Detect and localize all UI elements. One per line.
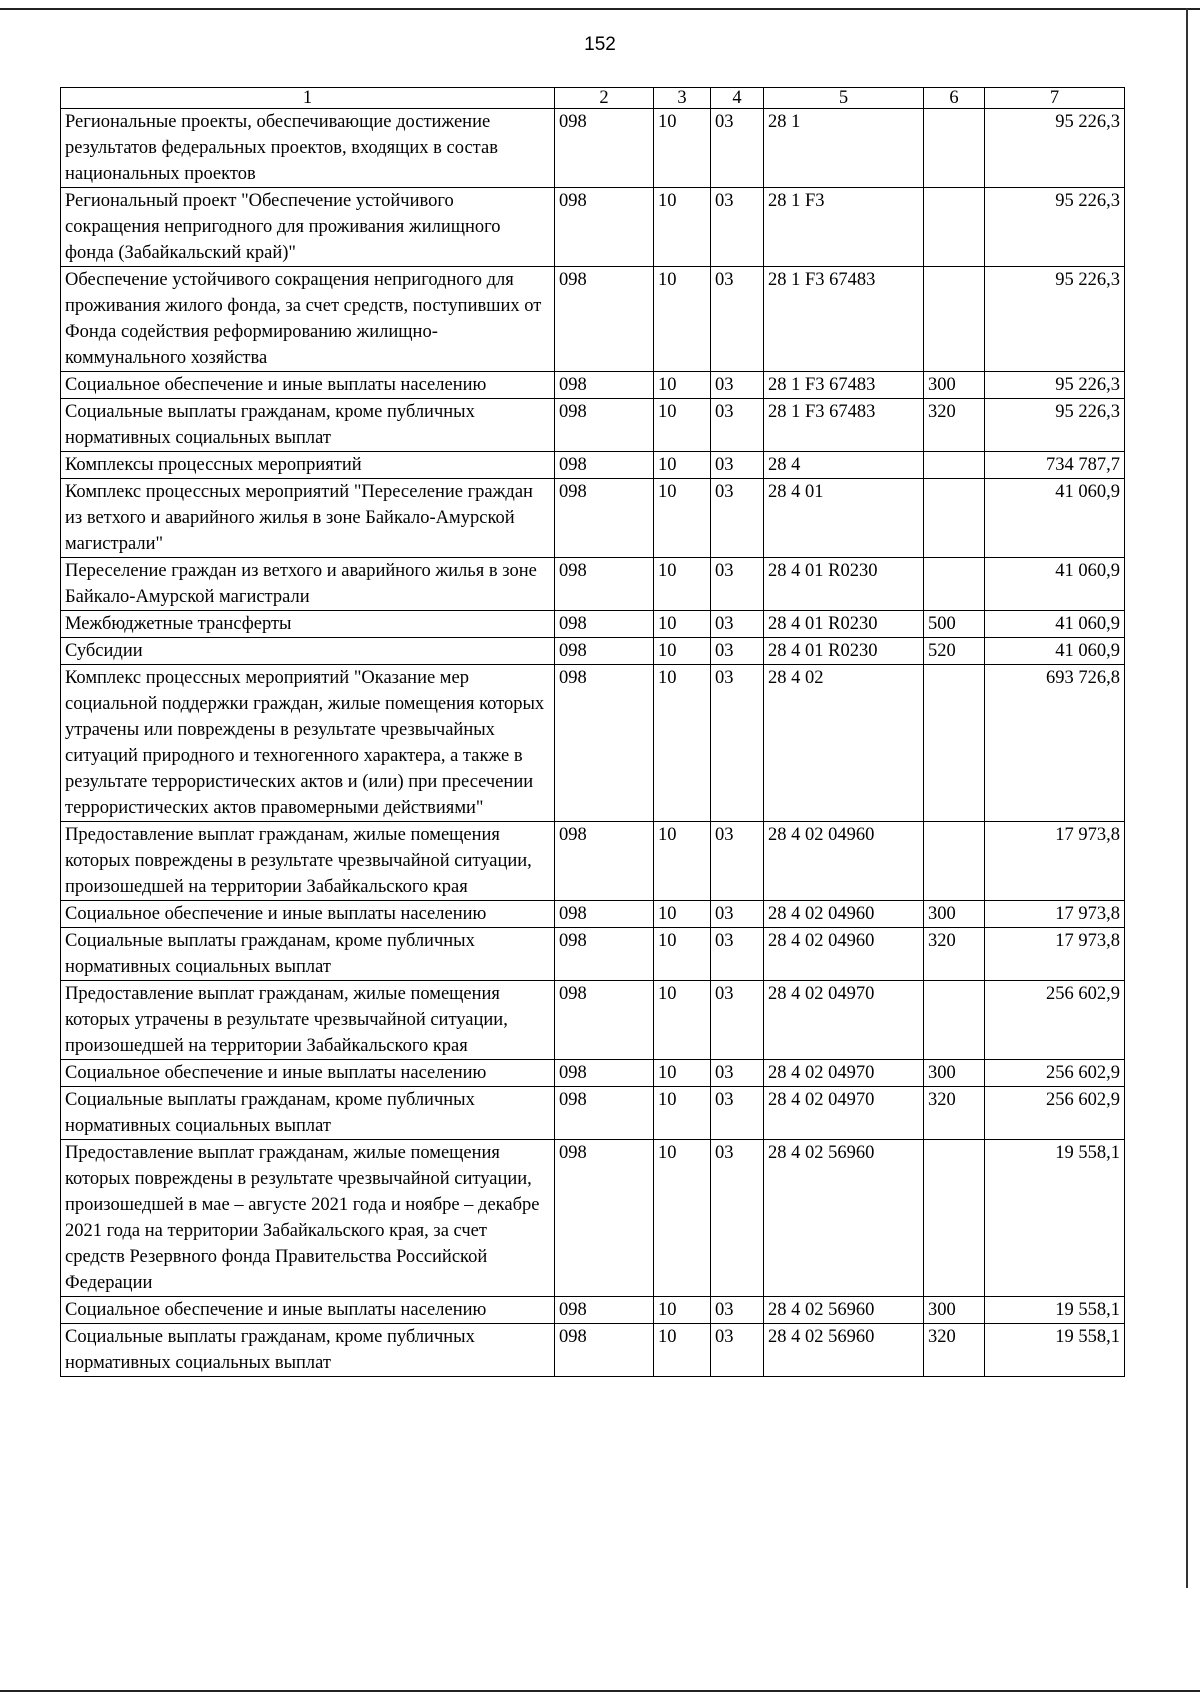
row-amount: 95 226,3	[985, 188, 1125, 267]
row-name: Комплексы процессных мероприятий	[61, 452, 555, 479]
table-row	[61, 638, 1125, 665]
row-expense-type: 320	[924, 399, 985, 452]
row-subsection: 03	[711, 1060, 764, 1087]
row-target-article: 28 4 02 04960	[764, 901, 924, 928]
header-col-1: 1	[61, 88, 555, 109]
row-admin-code: 098	[555, 452, 654, 479]
row-expense-type	[924, 981, 985, 1060]
row-section: 10	[654, 1060, 711, 1087]
table-row	[61, 188, 1125, 267]
row-section: 10	[654, 901, 711, 928]
row-subsection: 03	[711, 928, 764, 981]
row-target-article: 28 4 02 04960	[764, 822, 924, 901]
row-amount: 17 973,8	[985, 901, 1125, 928]
row-target-article: 28 4 02 56960	[764, 1297, 924, 1324]
row-expense-type	[924, 452, 985, 479]
row-admin-code: 098	[555, 901, 654, 928]
table-row	[61, 452, 1125, 479]
row-expense-type: 300	[924, 1060, 985, 1087]
row-expense-type	[924, 479, 985, 558]
table-row	[61, 267, 1125, 372]
table-row	[61, 109, 1125, 188]
row-amount: 41 060,9	[985, 479, 1125, 558]
row-subsection: 03	[711, 1087, 764, 1140]
header-col-6: 6	[924, 88, 985, 109]
table-row	[61, 1060, 1125, 1087]
row-amount: 734 787,7	[985, 452, 1125, 479]
row-target-article: 28 4 02 04970	[764, 1060, 924, 1087]
table-row	[61, 399, 1125, 452]
row-name: Социальные выплаты гражданам, кроме публичных нормативных социальных выплат	[61, 928, 555, 981]
row-amount: 95 226,3	[985, 109, 1125, 188]
row-subsection: 03	[711, 372, 764, 399]
table-row	[61, 1297, 1125, 1324]
header-col-4: 4	[711, 88, 764, 109]
row-amount: 41 060,9	[985, 611, 1125, 638]
row-name: Социальное обеспечение и иные выплаты населению	[61, 1297, 555, 1324]
row-subsection: 03	[711, 1140, 764, 1297]
row-name: Комплекс процессных мероприятий "Переселение граждан из ветхого и аварийного жилья в зоне Байкало-Амурской магистрали"	[61, 479, 555, 558]
table-row	[61, 928, 1125, 981]
row-name: Обеспечение устойчивого сокращения непригодного для проживания жилого фонда, за счет средств, поступивших от Фонда содействия реформированию жилищно-коммунального хозяйства	[61, 267, 555, 372]
row-target-article: 28 1 F3 67483	[764, 399, 924, 452]
row-section: 10	[654, 452, 711, 479]
row-target-article: 28 4 02 04970	[764, 1087, 924, 1140]
row-target-article: 28 4 01	[764, 479, 924, 558]
table-row	[61, 1324, 1125, 1377]
table-row	[61, 558, 1125, 611]
row-target-article: 28 4	[764, 452, 924, 479]
row-admin-code: 098	[555, 981, 654, 1060]
row-expense-type	[924, 267, 985, 372]
row-admin-code: 098	[555, 1140, 654, 1297]
table-row	[61, 1087, 1125, 1140]
row-target-article: 28 4 01 R0230	[764, 638, 924, 665]
table-row	[61, 981, 1125, 1060]
table-row	[61, 1140, 1125, 1297]
row-section: 10	[654, 372, 711, 399]
row-amount: 95 226,3	[985, 372, 1125, 399]
row-section: 10	[654, 1297, 711, 1324]
row-section: 10	[654, 611, 711, 638]
table-body	[61, 109, 1125, 1377]
row-name: Переселение граждан из ветхого и аварийного жилья в зоне Байкало-Амурской магистрали	[61, 558, 555, 611]
row-name: Социальные выплаты гражданам, кроме публичных нормативных социальных выплат	[61, 1324, 555, 1377]
table-row	[61, 822, 1125, 901]
row-section: 10	[654, 1324, 711, 1377]
row-expense-type: 300	[924, 901, 985, 928]
row-subsection: 03	[711, 109, 764, 188]
row-amount: 256 602,9	[985, 1060, 1125, 1087]
row-section: 10	[654, 479, 711, 558]
row-subsection: 03	[711, 399, 764, 452]
scan-edge-right	[1186, 8, 1188, 1588]
budget-table	[60, 87, 1125, 1377]
row-admin-code: 098	[555, 928, 654, 981]
table-row	[61, 611, 1125, 638]
row-name: Предоставление выплат гражданам, жилые помещения которых повреждены в результате чрезвычайной ситуации, произошедшей на территории Забайкальского края	[61, 822, 555, 901]
row-admin-code: 098	[555, 267, 654, 372]
row-target-article: 28 1 F3 67483	[764, 267, 924, 372]
row-amount: 41 060,9	[985, 638, 1125, 665]
header-col-2: 2	[555, 88, 654, 109]
row-expense-type	[924, 1140, 985, 1297]
row-section: 10	[654, 1087, 711, 1140]
row-section: 10	[654, 638, 711, 665]
row-amount: 19 558,1	[985, 1140, 1125, 1297]
row-expense-type: 520	[924, 638, 985, 665]
row-name: Социальное обеспечение и иные выплаты населению	[61, 901, 555, 928]
row-name: Предоставление выплат гражданам, жилые помещения которых повреждены в результате чрезвычайной ситуации, произошедшей в мае – августе 2021 года и ноябре – декабре 2021 года на территории Забайкальского края, за счет средств Резервного фонда Правительства Российской Федерации	[61, 1140, 555, 1297]
row-amount: 256 602,9	[985, 981, 1125, 1060]
row-admin-code: 098	[555, 1087, 654, 1140]
row-expense-type: 320	[924, 1087, 985, 1140]
row-name: Региональный проект "Обеспечение устойчивого сокращения непригодного для проживания жилищного фонда (Забайкальский край)"	[61, 188, 555, 267]
header-col-3: 3	[654, 88, 711, 109]
row-admin-code: 098	[555, 1324, 654, 1377]
row-admin-code: 098	[555, 1060, 654, 1087]
row-expense-type	[924, 188, 985, 267]
row-expense-type: 300	[924, 372, 985, 399]
row-amount: 95 226,3	[985, 267, 1125, 372]
row-name: Социальные выплаты гражданам, кроме публичных нормативных социальных выплат	[61, 1087, 555, 1140]
row-subsection: 03	[711, 188, 764, 267]
table-header-row	[61, 88, 1125, 109]
header-col-7: 7	[985, 88, 1125, 109]
row-target-article: 28 4 01 R0230	[764, 611, 924, 638]
row-amount: 41 060,9	[985, 558, 1125, 611]
row-name: Субсидии	[61, 638, 555, 665]
row-name: Социальное обеспечение и иные выплаты населению	[61, 372, 555, 399]
row-admin-code: 098	[555, 822, 654, 901]
row-expense-type: 300	[924, 1297, 985, 1324]
row-admin-code: 098	[555, 188, 654, 267]
row-name: Межбюджетные трансферты	[61, 611, 555, 638]
row-amount: 95 226,3	[985, 399, 1125, 452]
row-name: Социальные выплаты гражданам, кроме публичных нормативных социальных выплат	[61, 399, 555, 452]
row-target-article: 28 4 01 R0230	[764, 558, 924, 611]
row-subsection: 03	[711, 665, 764, 822]
table-row	[61, 901, 1125, 928]
row-target-article: 28 4 02 56960	[764, 1324, 924, 1377]
row-section: 10	[654, 109, 711, 188]
row-section: 10	[654, 188, 711, 267]
row-target-article: 28 1	[764, 109, 924, 188]
row-expense-type	[924, 109, 985, 188]
row-target-article: 28 1 F3	[764, 188, 924, 267]
row-expense-type	[924, 558, 985, 611]
row-section: 10	[654, 981, 711, 1060]
row-name: Предоставление выплат гражданам, жилые помещения которых утрачены в результате чрезвычайной ситуации, произошедшей на территории Забайкальского края	[61, 981, 555, 1060]
row-section: 10	[654, 1140, 711, 1297]
row-subsection: 03	[711, 558, 764, 611]
row-subsection: 03	[711, 981, 764, 1060]
header-col-5: 5	[764, 88, 924, 109]
row-expense-type: 320	[924, 928, 985, 981]
row-admin-code: 098	[555, 558, 654, 611]
row-admin-code: 098	[555, 399, 654, 452]
row-amount: 19 558,1	[985, 1324, 1125, 1377]
row-admin-code: 098	[555, 638, 654, 665]
row-target-article: 28 4 02 04970	[764, 981, 924, 1060]
row-section: 10	[654, 399, 711, 452]
row-subsection: 03	[711, 267, 764, 372]
row-admin-code: 098	[555, 109, 654, 188]
row-amount: 17 973,8	[985, 822, 1125, 901]
row-name: Комплекс процессных мероприятий "Оказание мер социальной поддержки граждан, жилые помещения которых утрачены или повреждены в результате чрезвычайных ситуаций природного и техногенного характера, а также в результате террористических актов и (или) при пресечении террористических актов правомерными действиями"	[61, 665, 555, 822]
row-section: 10	[654, 822, 711, 901]
row-section: 10	[654, 665, 711, 822]
table-row	[61, 479, 1125, 558]
row-admin-code: 098	[555, 665, 654, 822]
row-target-article: 28 4 02	[764, 665, 924, 822]
row-target-article: 28 4 02 56960	[764, 1140, 924, 1297]
row-amount: 256 602,9	[985, 1087, 1125, 1140]
row-section: 10	[654, 267, 711, 372]
row-admin-code: 098	[555, 372, 654, 399]
row-name: Региональные проекты, обеспечивающие достижение результатов федеральных проектов, входящих в состав национальных проектов	[61, 109, 555, 188]
row-admin-code: 098	[555, 479, 654, 558]
row-target-article: 28 1 F3 67483	[764, 372, 924, 399]
row-admin-code: 098	[555, 611, 654, 638]
table-row	[61, 665, 1125, 822]
row-expense-type	[924, 665, 985, 822]
row-subsection: 03	[711, 479, 764, 558]
row-amount: 17 973,8	[985, 928, 1125, 981]
row-subsection: 03	[711, 611, 764, 638]
row-amount: 19 558,1	[985, 1297, 1125, 1324]
table-row	[61, 372, 1125, 399]
row-target-article: 28 4 02 04960	[764, 928, 924, 981]
row-subsection: 03	[711, 822, 764, 901]
row-amount: 693 726,8	[985, 665, 1125, 822]
row-subsection: 03	[711, 452, 764, 479]
row-subsection: 03	[711, 1297, 764, 1324]
row-section: 10	[654, 928, 711, 981]
row-expense-type: 500	[924, 611, 985, 638]
page-number: 152	[584, 34, 616, 55]
row-name: Социальное обеспечение и иные выплаты населению	[61, 1060, 555, 1087]
scan-edge-bottom	[0, 1690, 1200, 1692]
row-expense-type: 320	[924, 1324, 985, 1377]
row-admin-code: 098	[555, 1297, 654, 1324]
row-subsection: 03	[711, 901, 764, 928]
row-expense-type	[924, 822, 985, 901]
row-subsection: 03	[711, 1324, 764, 1377]
scan-edge-top	[0, 8, 1200, 10]
row-subsection: 03	[711, 638, 764, 665]
row-section: 10	[654, 558, 711, 611]
